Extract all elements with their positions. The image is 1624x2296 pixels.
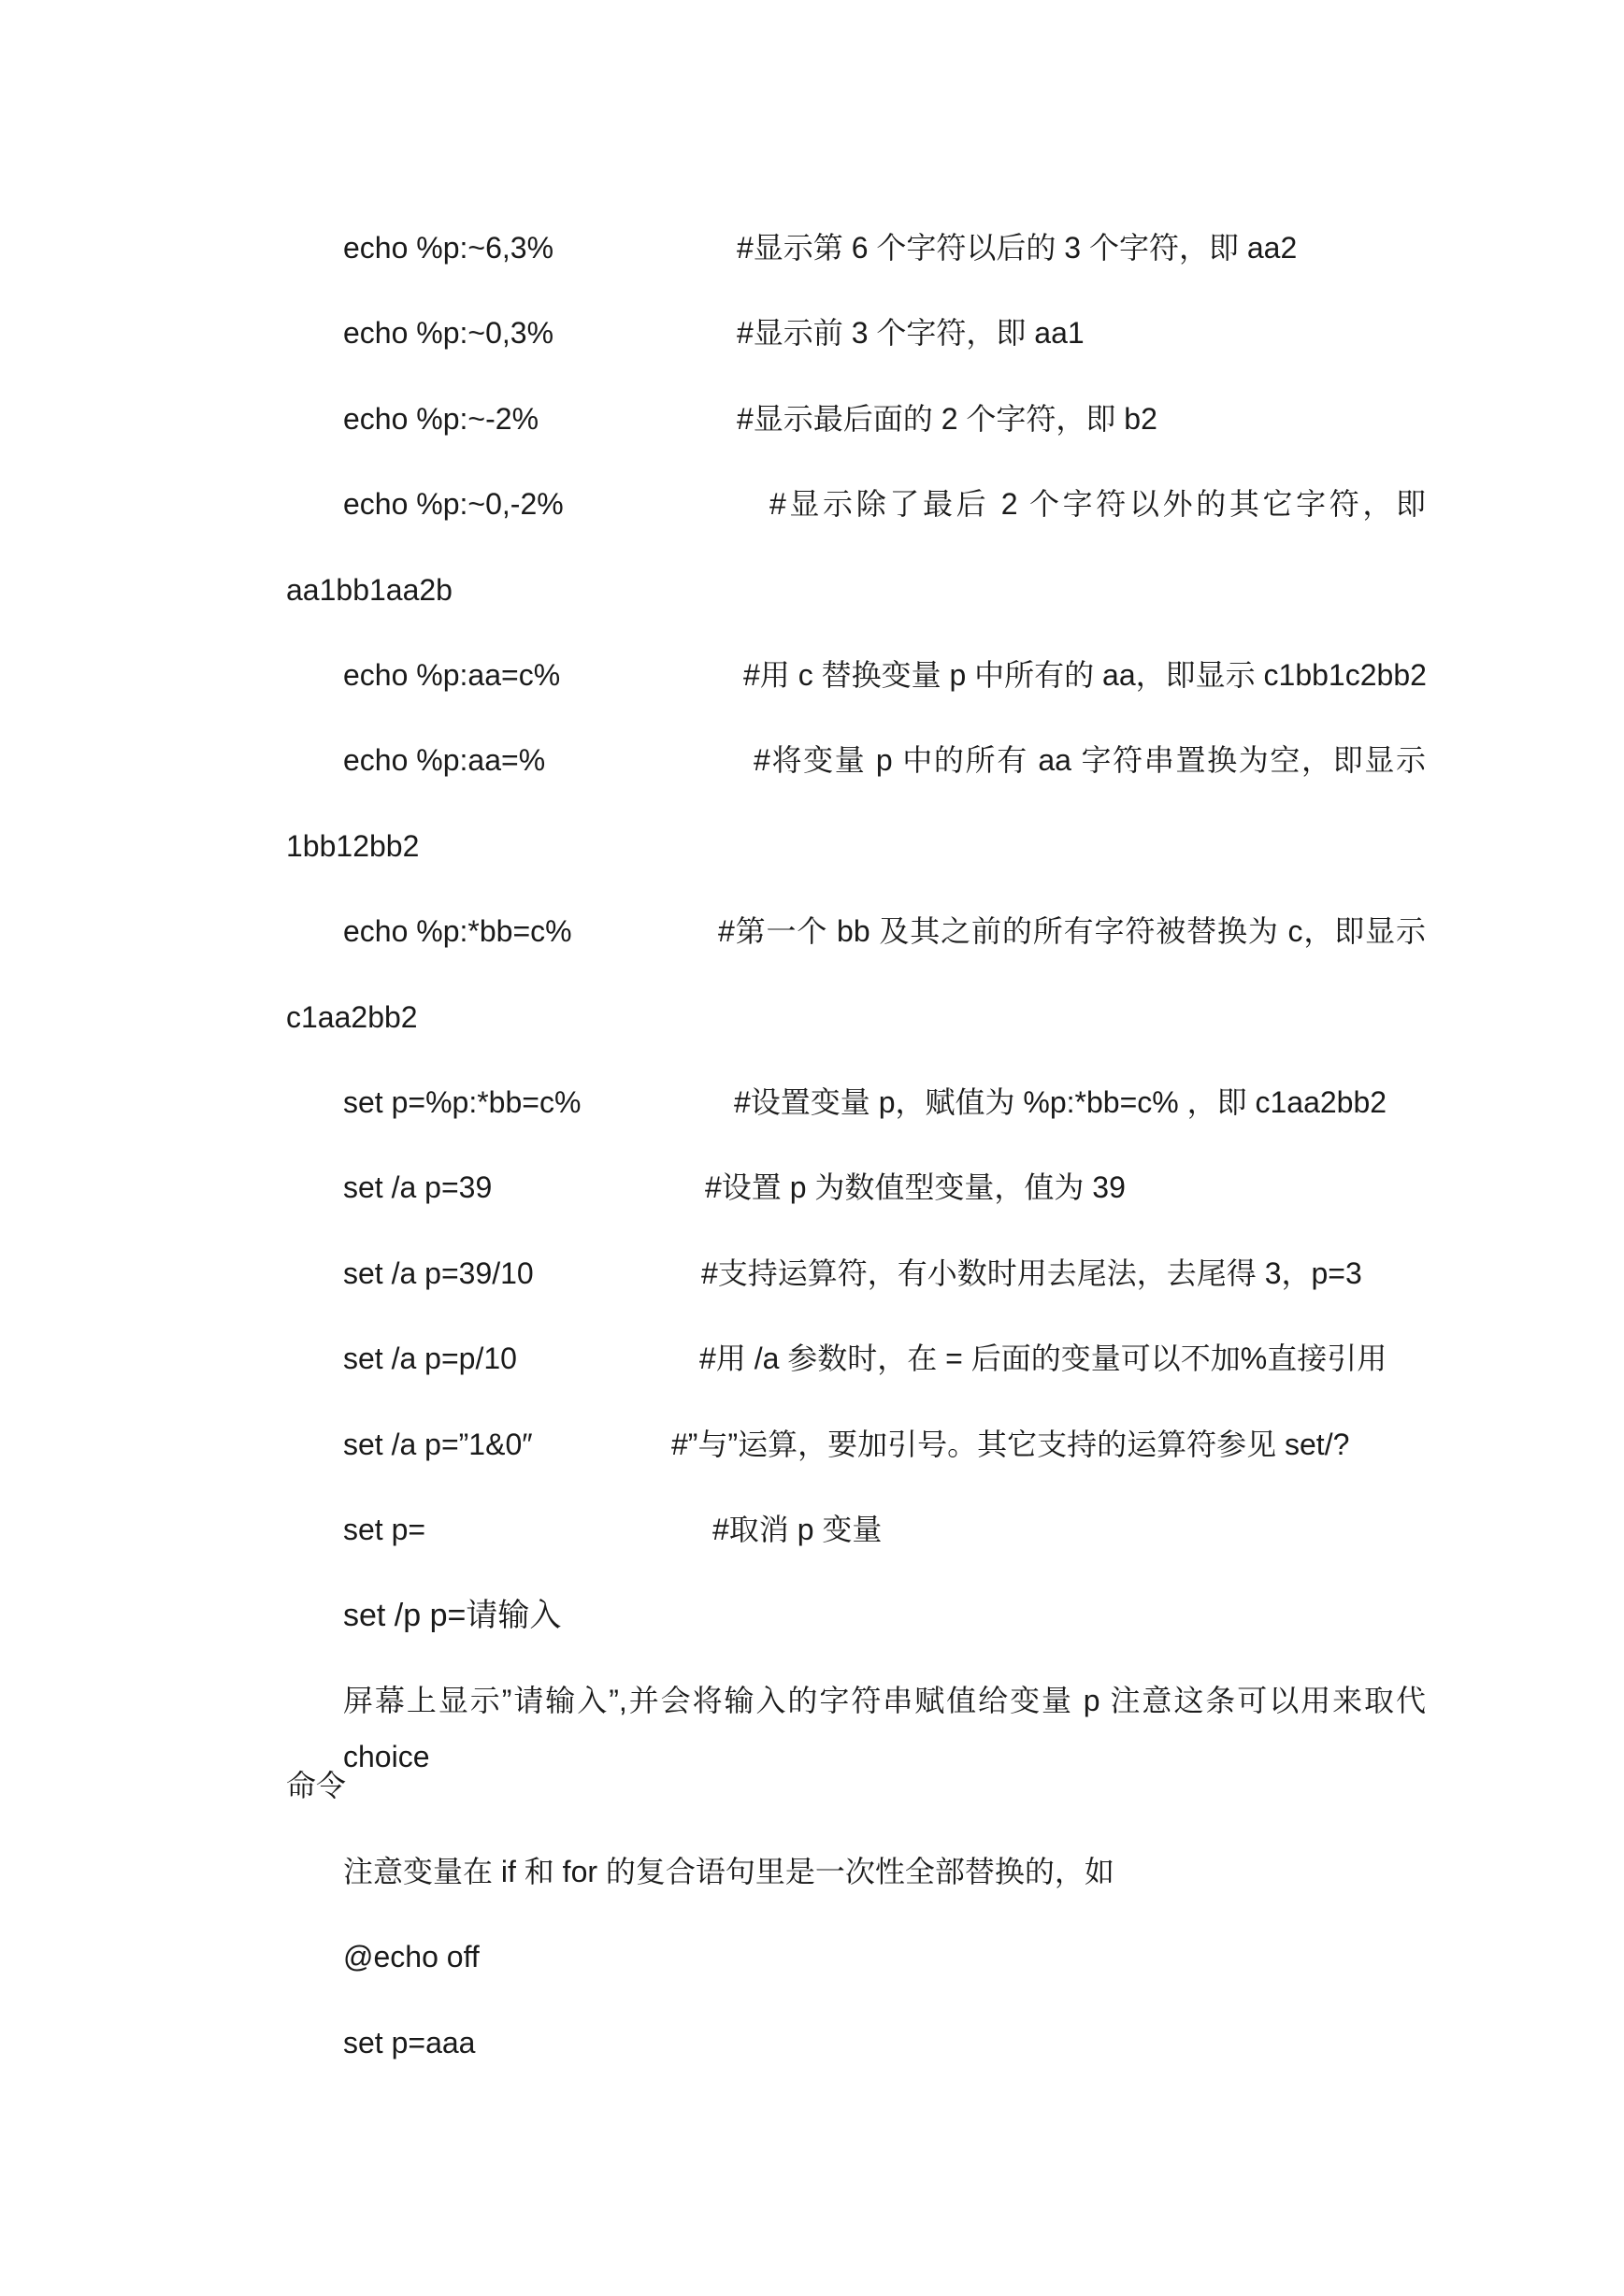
command-text: @echo off (343, 1940, 480, 1973)
code-line (0, 647, 1624, 703)
code-line (0, 2015, 1624, 2071)
command-text: echo %p:~-2% (343, 402, 539, 436)
command-text: set /p p=请输入 (343, 1598, 562, 1633)
command-text: set /a p=39 (343, 1170, 493, 1204)
comment-text: #显示第 6 个字符以后的 3 个字符，即 aa2 (737, 231, 1298, 265)
code-line (0, 732, 1624, 788)
comment-text: #设置 p 为数值型变量，值为 39 (705, 1170, 1126, 1204)
command-text: echo %p:aa=% (343, 743, 546, 777)
command-text: set p=aaa (343, 2026, 476, 2059)
code-line (0, 1159, 1624, 1215)
comment-text: #显示前 3 个字符，即 aa1 (737, 316, 1085, 350)
command-text: set p= (343, 1513, 426, 1546)
command-text: echo %p:*bb=c% (343, 914, 572, 948)
code-line (0, 220, 1624, 276)
comment-text: #显示最后面的 2 个字符，即 b2 (737, 402, 1157, 436)
continuation-line (0, 818, 1624, 874)
code-line (0, 305, 1624, 361)
comment-text: #将变量 p 中的所有 aa 字符串置换为空，即显示 (754, 743, 1426, 777)
comment-text: #第一个 bb 及其之前的所有字符被替换为 c，即显示 (718, 914, 1426, 948)
continuation-text: c1aa2bb2 (286, 1000, 418, 1034)
continuation-line (0, 989, 1624, 1045)
paragraph-line (0, 1844, 1624, 1900)
continuation-text: 1bb12bb2 (286, 829, 420, 863)
paragraph-text: 屏幕上显示”请输入”,并会将输入的字符串赋值给变量 p 注意这条可以用来取代 choice (343, 1684, 1426, 1773)
command-text: set p=%p:*bb=c% (343, 1085, 582, 1119)
code-line (0, 1074, 1624, 1130)
comment-text: #设置变量 p，赋值为 %p:*bb=c% ，即 c1aa2bb2 (734, 1085, 1387, 1119)
continuation-line (0, 1758, 1624, 1814)
code-line (0, 903, 1624, 959)
command-text: echo %p:aa=c% (343, 658, 561, 692)
continuation-line (0, 562, 1624, 618)
paragraph-line (0, 1672, 1624, 1773)
code-line (0, 391, 1624, 447)
code-line (0, 1330, 1624, 1386)
code-line (0, 1587, 1624, 1643)
comment-text: #支持运算符，有小数时用去尾法，去尾得 3，p=3 (701, 1256, 1362, 1290)
code-line (0, 1501, 1624, 1557)
comment-text: #”与”运算，要加引号。其它支持的运算符参见 set/? (671, 1428, 1350, 1461)
continuation-text: aa1bb1aa2b (286, 573, 453, 607)
code-line (0, 1245, 1624, 1301)
code-line (0, 476, 1624, 532)
paragraph-text: 注意变量在 if 和 for 的复合语句里是一次性全部替换的，如 (343, 1855, 1114, 1888)
comment-text: #取消 p 变量 (712, 1513, 883, 1546)
code-line (0, 1929, 1624, 1985)
comment-text: #用 c 替换变量 p 中所有的 aa，即显示 c1bb1c2bb2 (743, 658, 1427, 692)
comment-text: #显示除了最后 2 个字符以外的其它字符，即 (769, 487, 1426, 521)
comment-text: #用 /a 参数时，在 = 后面的变量可以不加%直接引用 (699, 1342, 1387, 1375)
command-text: set /a p=39/10 (343, 1256, 534, 1290)
command-text: echo %p:~0,-2% (343, 487, 564, 521)
command-text: echo %p:~0,3% (343, 316, 554, 350)
continuation-text: 命令 (286, 1769, 347, 1802)
command-text: echo %p:~6,3% (343, 231, 554, 265)
command-text: set /a p=”1&0″ (343, 1428, 533, 1461)
command-text: set /a p=p/10 (343, 1342, 517, 1375)
code-line (0, 1416, 1624, 1472)
